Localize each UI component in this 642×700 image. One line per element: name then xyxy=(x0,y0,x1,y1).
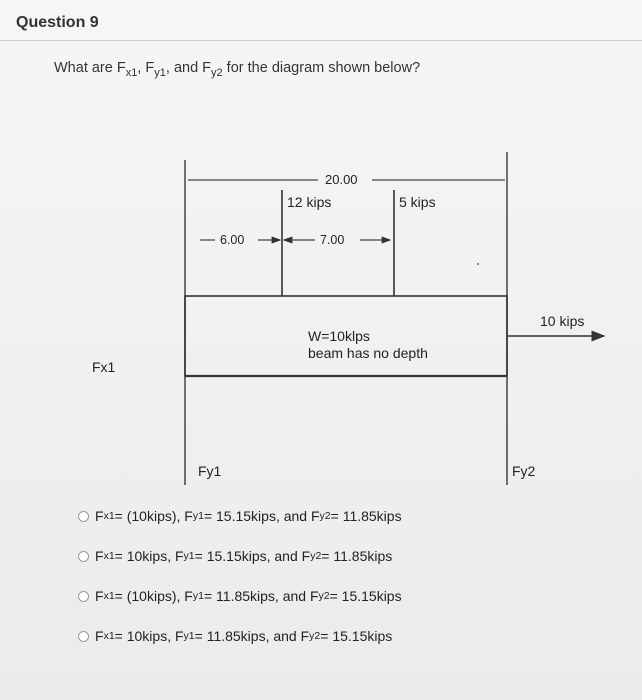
option-text: F xyxy=(95,508,104,524)
option-text: = 11.85kips xyxy=(321,548,393,564)
option-text: = 15.15kips, and F xyxy=(203,508,320,524)
question-title: Question 9 xyxy=(16,14,99,31)
option-text: = 10kips, F xyxy=(114,548,184,564)
option-text: F xyxy=(95,588,104,604)
option-sub: y1 xyxy=(183,630,195,642)
option-sub: y2 xyxy=(310,550,322,562)
option-sub: y1 xyxy=(183,550,195,562)
span-label: 20.00 xyxy=(325,172,358,187)
stray-mark xyxy=(477,263,479,265)
horizontal-load-label: 10 kips xyxy=(540,313,585,329)
option-text: = 15.15kips, and F xyxy=(194,548,311,564)
dim-7-label: 7.00 xyxy=(320,233,345,247)
prompt-sub: y2 xyxy=(211,66,223,79)
option-text: = (10kips), F xyxy=(114,588,193,604)
radio-button[interactable] xyxy=(78,551,89,562)
option-sub: x1 xyxy=(103,550,115,562)
dim-6-label: 6.00 xyxy=(220,233,245,247)
option-text: = 11.85kips, and F xyxy=(194,628,310,644)
reaction-fx1-label: Fx1 xyxy=(92,359,116,375)
load-5-label: 5 kips xyxy=(399,194,436,210)
option-text: = (10kips), F xyxy=(114,508,193,524)
option-sub: y2 xyxy=(319,510,331,522)
radio-button[interactable] xyxy=(78,511,89,522)
option-sub: y1 xyxy=(192,590,204,602)
radio-button[interactable] xyxy=(78,591,89,602)
option-text: = 11.85kips xyxy=(330,508,402,524)
option-sub: x1 xyxy=(103,510,115,522)
option-sub: y1 xyxy=(192,510,204,522)
reaction-fy1-label: Fy1 xyxy=(198,463,222,479)
distributed-load-label: W=10klps xyxy=(308,328,370,344)
prompt-sub: x1 xyxy=(125,66,138,79)
answer-option[interactable] xyxy=(78,508,402,524)
prompt-part: , F xyxy=(137,60,155,76)
beam-note: beam has no depth xyxy=(308,345,428,361)
option-text: = 15.15kips xyxy=(320,628,393,644)
option-sub: y2 xyxy=(309,630,321,642)
answer-option[interactable] xyxy=(78,628,392,644)
option-text: F xyxy=(95,628,104,644)
prompt-part: , and F xyxy=(165,60,212,76)
load-12-label: 12 kips xyxy=(287,194,332,210)
prompt-part: What are F xyxy=(54,60,126,76)
radio-button[interactable] xyxy=(78,631,89,642)
option-text: = 10kips, F xyxy=(114,628,184,644)
prompt-sub: y1 xyxy=(154,66,166,79)
option-sub: y2 xyxy=(318,590,330,602)
option-text: F xyxy=(95,548,104,564)
option-text: = 11.85kips, and F xyxy=(203,588,319,604)
prompt-part: for the diagram shown below? xyxy=(222,60,421,76)
option-sub: x1 xyxy=(103,630,115,642)
answer-option[interactable] xyxy=(78,588,402,604)
option-text: = 15.15kips xyxy=(329,588,402,604)
answer-option[interactable] xyxy=(78,548,392,564)
reaction-fy2-label: Fy2 xyxy=(512,463,536,479)
option-sub: x1 xyxy=(103,590,115,602)
